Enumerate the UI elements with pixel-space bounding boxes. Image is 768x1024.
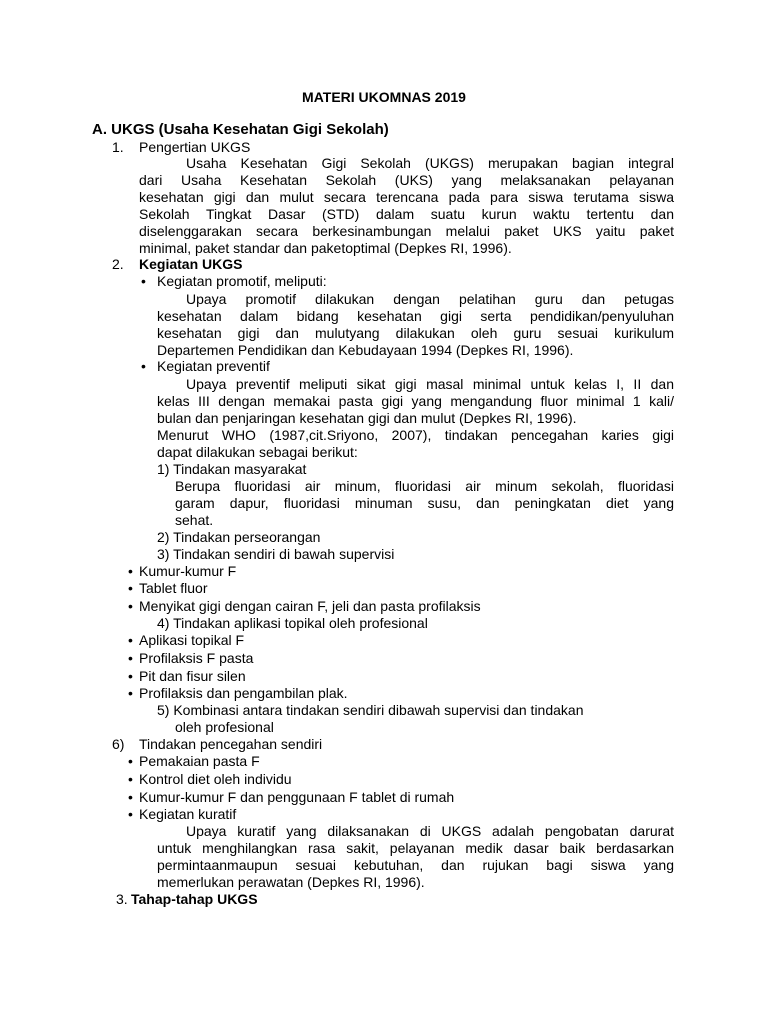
tindakan-6-label: Tindakan pencegahan sendiri [139, 736, 323, 752]
preventif-line-4: Menurut WHO (1987,cit.Sriyono, 2007), tindakan pencegahan karies gigi [157, 427, 674, 443]
bullet: • [128, 806, 133, 822]
item-1-label: Pengertian UKGS [139, 139, 251, 155]
kuratif-line-2: untuk menghilangkan rasa sakit, pelayanan medik dasar baik berdasarkan [157, 840, 674, 856]
tindakan-4-bullet-3: Pit dan fisur silen [139, 668, 246, 684]
tindakan-3-bullet-1: Kumur-kumur F [139, 563, 237, 579]
document-title: MATERI UKOMNAS 2019 [302, 89, 466, 105]
tindakan-5-line-2: oleh profesional [175, 719, 274, 735]
item-1-line-3: kesehatan gigi dan mulut secara terencana pada para siswa terutama siswa [139, 189, 674, 205]
item-3-label: Tahap-tahap UKGS [131, 891, 258, 907]
item-1-line-2: dari Usaha Kesehatan Sekolah (UKS) yang melaksanakan pelayanan [139, 172, 674, 188]
tindakan-3-bullet-2: Tablet fluor [139, 580, 208, 596]
bullet: • [128, 632, 133, 648]
tindakan-3-label: 3) Tindakan sendiri di bawah supervisi [157, 546, 395, 562]
item-1-line-4: Sekolah Tingkat Dasar (STD) dalam suatu kurun waktu tertentu dan [139, 206, 674, 222]
bullet: • [128, 753, 133, 769]
item-1-number: 1. [112, 139, 124, 155]
tindakan-1-line-3: sehat. [175, 512, 214, 528]
bullet: • [128, 563, 133, 579]
item-3-number: 3. [116, 891, 128, 907]
kuratif-line-1: Upaya kuratif yang dilaksanakan di UKGS adalah pengobatan darurat [186, 823, 674, 839]
tindakan-6-number: 6) [112, 736, 125, 752]
tindakan-4-bullet-1: Aplikasi topikal F [139, 632, 245, 648]
bullet: • [128, 771, 133, 787]
tindakan-2-label: 2) Tindakan perseorangan [157, 529, 321, 545]
tindakan-4-bullet-4: Profilaksis dan pengambilan plak. [139, 685, 348, 701]
preventif-line-2: kelas III dengan memakai pasta gigi yang mengandung fluor minimal 1 kali/ [157, 393, 674, 409]
promotif-line-4: Departemen Pendidikan dan Kebudayaan 1994 (Depkes RI, 1996). [157, 342, 574, 358]
kuratif-line-4: memerlukan perawatan (Depkes RI, 1996). [157, 874, 425, 890]
tindakan-1-line-1: Berupa fluoridasi air minum, fluoridasi air minum sekolah, fluoridasi [175, 478, 674, 494]
tindakan-1-line-2: garam dapur, fluoridasi minuman susu, dan peningkatan diet yang [175, 495, 674, 511]
item-1-line-1: Usaha Kesehatan Gigi Sekolah (UKGS) merupakan bagian integral [186, 155, 674, 171]
item-1-line-6: minimal, paket standar dan paketoptimal (Depkes RI, 1996). [139, 240, 512, 256]
promotif-line-1: Upaya promotif dilakukan dengan pelatihan guru dan petugas [186, 291, 674, 307]
preventif-line-3: bulan dan penjaringan kesehatan gigi dan mulut (Depkes RI, 1996). [157, 410, 577, 426]
item-2-number: 2. [112, 256, 124, 272]
promotif-line-3: kesehatan gigi dan mulutyang dilakukan oleh guru sesuai kurikulum [157, 325, 674, 341]
bullet: • [128, 789, 133, 805]
bullet: • [128, 598, 133, 614]
tindakan-6-bullet-1: Pemakaian pasta F [139, 753, 260, 769]
tindakan-6-bullet-2: Kontrol diet oleh individu [139, 771, 292, 787]
bullet: • [128, 685, 133, 701]
kuratif-line-3: permintaanmaupun sesuai kebutuhan, dan rujukan bagi siswa yang [157, 857, 674, 873]
promotif-label: Kegiatan promotif, meliputi: [157, 273, 327, 289]
tindakan-6-bullet-3: Kumur-kumur F dan penggunaan F tablet di rumah [139, 789, 455, 805]
item-1-line-5: diselenggarakan secara berkesinambungan melalui paket UKS yaitu paket [139, 223, 674, 239]
tindakan-4-bullet-2: Profilaksis F pasta [139, 650, 254, 666]
tindakan-3-bullet-3: Menyikat gigi dengan cairan F, jeli dan pasta profilaksis [139, 598, 481, 614]
tindakan-4-label: 4) Tindakan aplikasi topikal oleh profesional [157, 615, 428, 631]
tindakan-5-line-1: 5) Kombinasi antara tindakan sendiri dibawah supervisi dan tindakan [157, 702, 584, 718]
bullet: • [128, 668, 133, 684]
item-2-label: Kegiatan UKGS [139, 256, 243, 272]
preventif-line-5: dapat dilakukan sebagai berikut: [157, 444, 358, 460]
bullet-preventif: • [141, 358, 146, 374]
tindakan-6-bullet-4: Kegiatan kuratif [139, 806, 237, 822]
preventif-line-1: Upaya preventif meliputi sikat gigi masal minimal untuk kelas I, II dan [186, 376, 674, 392]
promotif-line-2: kesehatan dalam bidang kesehatan gigi serta pendidikan/penyuluhan [157, 308, 674, 324]
section-a-heading: A. UKGS (Usaha Kesehatan Gigi Sekolah) [92, 121, 389, 138]
bullet-promotif: • [141, 273, 146, 289]
bullet: • [128, 580, 133, 596]
tindakan-1-label: 1) Tindakan masyarakat [157, 461, 307, 477]
preventif-label: Kegiatan preventif [157, 358, 270, 374]
bullet: • [128, 650, 133, 666]
